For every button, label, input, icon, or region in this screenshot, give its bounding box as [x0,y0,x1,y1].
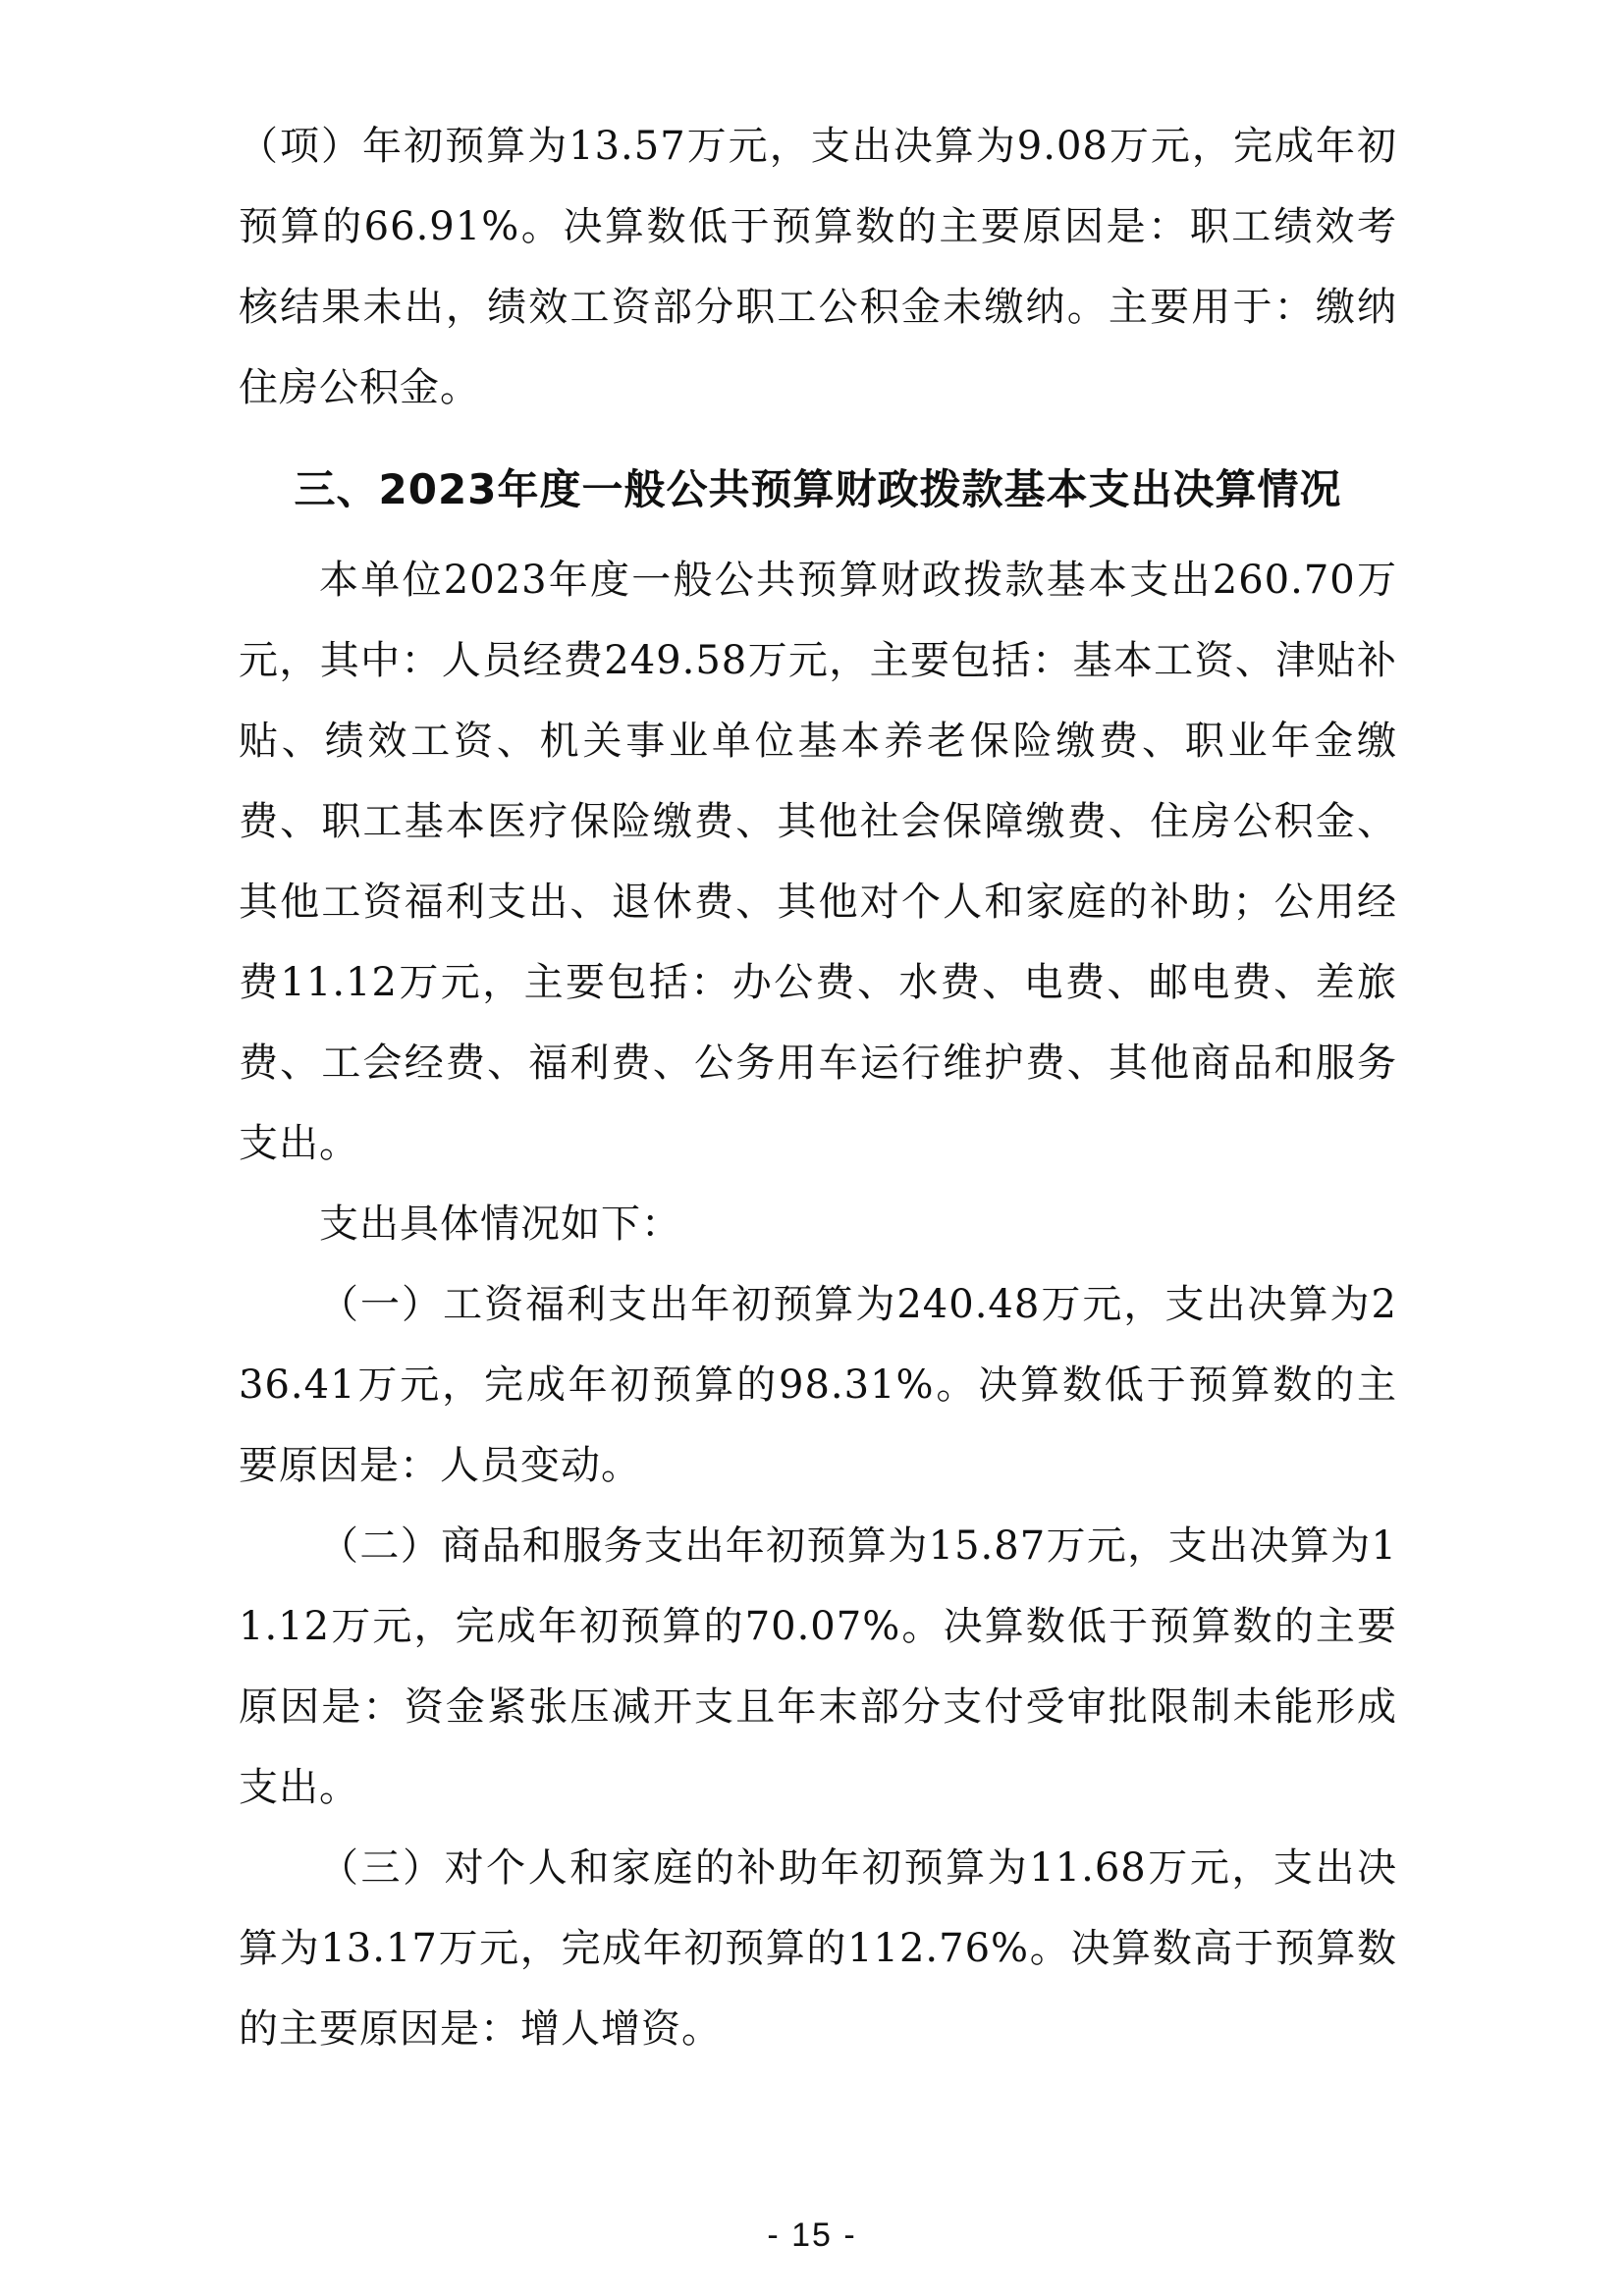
document-body [239,106,1397,2069]
paragraph-item-2: （二）商品和服务支出年初预算为15.87万元，支出决算为11.12万元，完成年初预算的70.07%。决算数低于预算数的主要原因是：资金紧张压减开支且年末部分支付受审批限制未能形成支出。 [239,1523,1397,1810]
page-number: - 15 - [767,2216,857,2254]
paragraph-item-3: （三）对个人和家庭的补助年初预算为11.68万元，支出决算为13.17万元，完成年初预算的112.76%。决算数高于预算数的主要原因是：增人增资。 [239,1845,1397,2052]
paragraph-detail-lead: 支出具体情况如下： [319,1201,681,1247]
section-title: 三、2023年度一般公共预算财政拨款基本支出决算情况 [294,465,1342,513]
paragraph-item-1: （一）工资福利支出年初预算为240.48万元，支出决算为236.41万元，完成年初预算的98.31%。决算数低于预算数的主要原因是：人员变动。 [239,1282,1397,1488]
paragraph-continuation: （项）年初预算为13.57万元，支出决算为9.08万元，完成年初预算的66.91%。决算数低于预算数的主要原因是：职工绩效考核结果未出，绩效工资部分职工公积金未缴纳。主要用于：缴纳住房公积金。 [239,124,1397,410]
paragraph-intro: 本单位2023年度一般公共预算财政拨款基本支出260.70万元，其中：人员经费249.58万元，主要包括：基本工资、津贴补贴、绩效工资、机关事业单位基本养老保险缴费、职业年金缴费、职工基本医疗保险缴费、其他社会保障缴费、住房公积金、其他工资福利支出、退休费、其他对个人和家庭的补助；公用经费11.12万元，主要包括：办公费、水费、电费、邮电费、差旅费、工会经费、福利费、公务用车运行维护费、其他商品和服务支出。 [239,558,1397,1166]
